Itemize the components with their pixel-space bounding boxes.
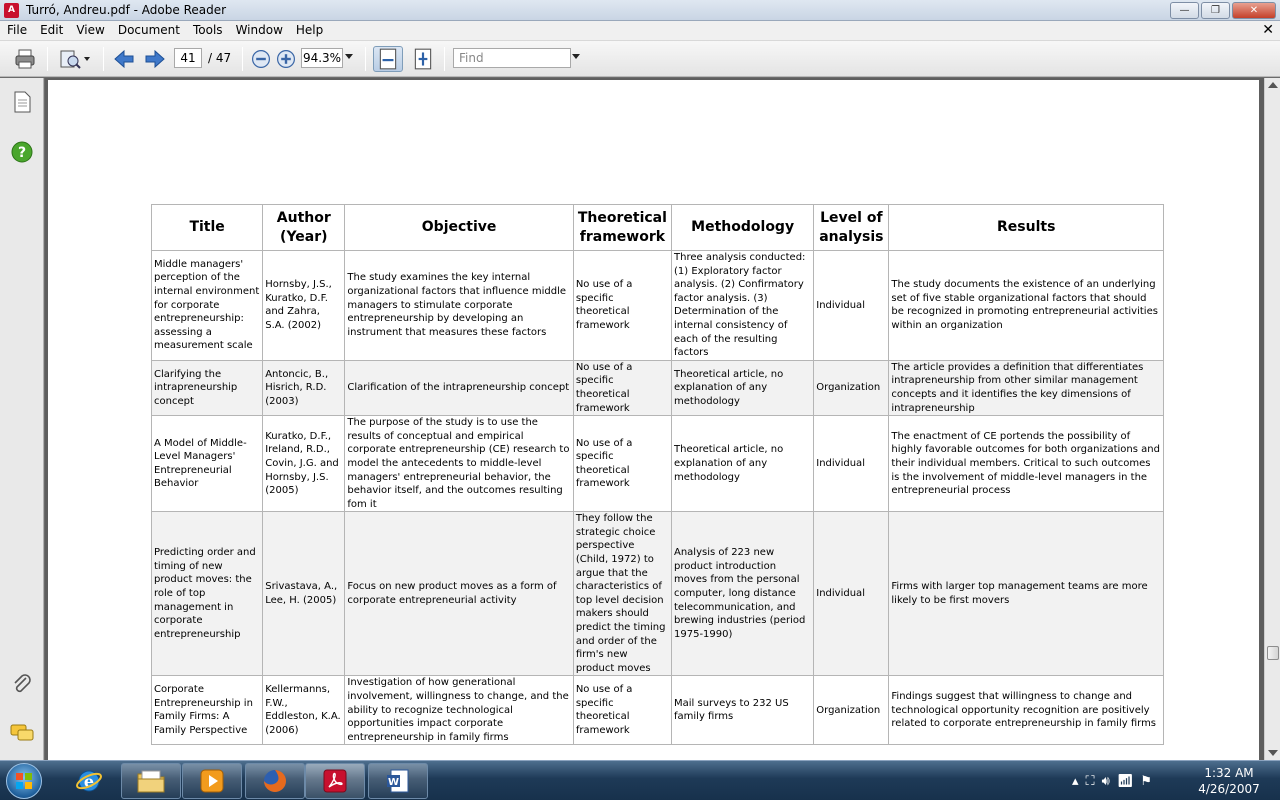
taskbar-word[interactable] bbox=[368, 763, 428, 799]
toolbar bbox=[0, 41, 1280, 77]
table-row bbox=[152, 360, 1164, 415]
cell-level: Organization bbox=[814, 676, 889, 745]
system-clock[interactable] bbox=[1196, 765, 1262, 797]
internet-explorer-launcher[interactable] bbox=[74, 765, 104, 797]
cell-level: Individual bbox=[814, 416, 889, 512]
menu-view[interactable]: View bbox=[76, 23, 105, 37]
svg-text:?: ? bbox=[17, 145, 27, 161]
cell-title: Predicting order and timing of new product moves: the role of top management in corporate entrepreneurship bbox=[152, 512, 263, 676]
cell-objective: The study examines the key internal organizational factors that influence middle managers to stimulate corporate entrepreneurship by developing an instrument that measures these factors bbox=[345, 251, 573, 361]
arrow-left-icon bbox=[112, 47, 136, 71]
help-panel-button[interactable] bbox=[10, 140, 34, 164]
close-button[interactable]: ✕ bbox=[1232, 2, 1276, 19]
volume-icon[interactable]: 🔊︎ bbox=[1101, 773, 1110, 789]
zoom-out-icon bbox=[249, 47, 273, 71]
paperclip-icon bbox=[11, 673, 33, 695]
word-document-icon bbox=[385, 768, 411, 794]
cell-objective: The purpose of the study is to use the results of conceptual and empirical corporate entrepreneurship (CE) research to model the antecedents to middle-level managers' entrepreneurial behavior, the behavior itself, and the outcomes resulting fom it bbox=[345, 416, 573, 512]
scrollbar-thumb[interactable] bbox=[1267, 646, 1279, 660]
menu-window[interactable]: Window bbox=[235, 23, 283, 37]
taskbar-adobe-reader[interactable] bbox=[305, 763, 365, 799]
menu-help[interactable]: Help bbox=[295, 23, 324, 37]
clock-time: 1:32 AM bbox=[1204, 766, 1254, 780]
fit-width-button[interactable] bbox=[373, 46, 403, 72]
cell-methodology: Mail surveys to 232 US family firms bbox=[672, 676, 814, 745]
total-pages-label: / 47 bbox=[208, 51, 232, 65]
next-page-button[interactable] bbox=[143, 46, 167, 72]
action-center-flag-icon[interactable]: ⚑ bbox=[1140, 773, 1153, 789]
window-title: Turró, Andreu.pdf - Adobe Reader bbox=[26, 3, 227, 17]
cell-results: The enactment of CE portends the possibility of highly favorable outcomes for both organizations and their individual members. Critical to such outcomes is the involvement of middle-level managers in the entrepreneurial process bbox=[889, 416, 1164, 512]
cell-author: Kuratko, D.F., Ireland, R.D., Covin, J.G. and Hornsby, J.S. (2005) bbox=[263, 416, 345, 512]
cell-objective: Clarification of the intrapreneurship concept bbox=[345, 360, 573, 415]
table-row bbox=[152, 676, 1164, 745]
cell-results: The study documents the existence of an underlying set of five stable organizational factors that should be recognized in promoting entrepreneurial activities within an organization bbox=[889, 251, 1164, 361]
cell-framework: No use of a specific theoretical framework bbox=[573, 676, 671, 745]
cell-framework: They follow the strategic choice perspective (Child, 1972) to argue that the characteristics of top level decision makers should predict the timing and order of the firm's new product moves bbox=[573, 512, 671, 676]
pages-icon bbox=[12, 91, 32, 113]
header-title: Title bbox=[152, 205, 263, 251]
table-header-row bbox=[152, 205, 1164, 251]
menu-document[interactable]: Document bbox=[117, 23, 180, 37]
clock-date: 4/26/2007 bbox=[1198, 782, 1260, 796]
zoom-out-button[interactable] bbox=[249, 46, 273, 72]
cell-level: Individual bbox=[814, 251, 889, 361]
cell-framework: No use of a specific theoretical framework bbox=[573, 360, 671, 415]
table-row bbox=[152, 512, 1164, 676]
previous-page-button[interactable] bbox=[112, 46, 136, 72]
cell-author: Antoncic, B., Hisrich, R.D. (2003) bbox=[263, 360, 345, 415]
cell-author: Hornsby, J.S., Kuratko, D.F. and Zahra, S.A. (2002) bbox=[263, 251, 345, 361]
cell-methodology: Analysis of 223 new product introduction moves from the personal computer, long distance telecommunication, and brewing industries (period 1975-1990) bbox=[672, 512, 814, 676]
cell-results: Findings suggest that willingness to change and technological opportunity recognition are positively related to corporate entrepreneurship in family firms bbox=[889, 676, 1164, 745]
cell-title: Clarifying the intrapreneurship concept bbox=[152, 360, 263, 415]
document-area[interactable] bbox=[45, 78, 1264, 760]
svg-text:W: W bbox=[387, 777, 400, 788]
print-button[interactable] bbox=[13, 46, 37, 72]
system-tray bbox=[1072, 761, 1152, 800]
find-dropdown-chevron-icon[interactable] bbox=[572, 54, 580, 59]
printer-icon bbox=[13, 47, 37, 71]
zoom-dropdown-chevron-icon[interactable] bbox=[345, 54, 353, 59]
pdf-page bbox=[48, 80, 1259, 760]
close-document-button[interactable]: ✕ bbox=[1262, 22, 1274, 38]
minimize-button[interactable]: — bbox=[1170, 2, 1199, 19]
media-player-icon bbox=[199, 768, 225, 794]
folder-icon bbox=[136, 768, 166, 794]
fit-page-button[interactable] bbox=[411, 46, 435, 72]
comments-panel-button[interactable] bbox=[10, 721, 34, 745]
safely-remove-hardware-icon[interactable]: ⛶ bbox=[1085, 773, 1095, 789]
scroll-down-arrow-icon[interactable] bbox=[1268, 750, 1278, 756]
zoom-level-input[interactable]: 94.3% bbox=[301, 48, 343, 68]
internet-explorer-icon bbox=[75, 767, 103, 795]
vertical-scrollbar[interactable] bbox=[1264, 78, 1280, 760]
taskbar-media-player[interactable] bbox=[182, 763, 242, 799]
search-tool-button[interactable] bbox=[58, 46, 90, 72]
arrow-right-icon bbox=[143, 47, 167, 71]
fit-width-icon bbox=[376, 47, 400, 71]
start-button[interactable] bbox=[6, 763, 42, 799]
cell-framework: No use of a specific theoretical framework bbox=[573, 416, 671, 512]
cell-methodology: Three analysis conducted: (1) Exploratory factor analysis. (2) Confirmatory factor analysis. (3) Determination of the internal consistency of each of the resulting factors bbox=[672, 251, 814, 361]
maximize-button[interactable]: ❐ bbox=[1201, 2, 1230, 19]
windows-logo-icon bbox=[15, 772, 33, 790]
cell-level: Individual bbox=[814, 512, 889, 676]
cell-author: Srivastava, A., Lee, H. (2005) bbox=[263, 512, 345, 676]
cell-objective: Investigation of how generational involvement, willingness to change, and the ability to recognize technological opportunities impact corporate entrepreneurship in family firms bbox=[345, 676, 573, 745]
table-row bbox=[152, 251, 1164, 361]
table-row bbox=[152, 416, 1164, 512]
svg-text:e: e bbox=[83, 772, 95, 791]
attachments-panel-button[interactable] bbox=[10, 672, 34, 696]
cell-objective: Focus on new product moves as a form of corporate entrepreneurial activity bbox=[345, 512, 573, 676]
cell-results: The article provides a definition that differentiates intrapreneurship from other similar management concepts and it identifies the key dimensions of intrapreneurship bbox=[889, 360, 1164, 415]
header-methodology: Methodology bbox=[672, 205, 814, 251]
header-results: Results bbox=[889, 205, 1164, 251]
menu-tools[interactable]: Tools bbox=[193, 23, 223, 37]
find-input[interactable]: Find bbox=[453, 48, 571, 68]
literature-table bbox=[151, 204, 1164, 745]
help-icon bbox=[11, 141, 33, 163]
header-author: Author (Year) bbox=[263, 205, 345, 251]
scroll-up-arrow-icon[interactable] bbox=[1268, 82, 1278, 88]
header-level: Level of analysis bbox=[814, 205, 889, 251]
fit-page-icon bbox=[411, 47, 435, 71]
header-objective: Objective bbox=[345, 205, 573, 251]
find-document-icon bbox=[58, 47, 82, 71]
comments-icon bbox=[10, 723, 34, 743]
taskbar bbox=[0, 760, 1280, 800]
cell-results: Firms with larger top management teams are more likely to be first movers bbox=[889, 512, 1164, 676]
chevron-down-icon bbox=[84, 57, 90, 61]
cell-framework: No use of a specific theoretical framework bbox=[573, 251, 671, 361]
adobe-reader-icon: A bbox=[4, 3, 19, 18]
cell-author: Kellermanns, F.W., Eddleston, K.A. (2006) bbox=[263, 676, 345, 745]
show-hidden-icons-chevron-icon[interactable]: ▴ bbox=[1072, 773, 1079, 789]
network-signal-icon[interactable]: 📶︎ bbox=[1116, 773, 1134, 789]
menu-file[interactable]: File bbox=[7, 23, 28, 37]
cell-methodology: Theoretical article, no explanation of any methodology bbox=[672, 360, 814, 415]
pages-panel-button[interactable] bbox=[10, 90, 34, 114]
title-bar bbox=[0, 0, 1280, 21]
zoom-in-button[interactable] bbox=[274, 46, 298, 72]
cell-title: Middle managers' perception of the internal environment for corporate entrepreneurship: assessing a measurement scale bbox=[152, 251, 263, 361]
adobe-reader-taskbar-icon bbox=[322, 768, 348, 794]
cell-title: A Model of Middle-Level Managers' Entrepreneurial Behavior bbox=[152, 416, 263, 512]
cell-methodology: Theoretical article, no explanation of any methodology bbox=[672, 416, 814, 512]
menu-edit[interactable]: Edit bbox=[40, 23, 64, 37]
menu-bar bbox=[0, 21, 1280, 41]
navigation-pane bbox=[0, 78, 44, 760]
firefox-icon bbox=[261, 767, 289, 795]
header-framework: Theoretical framework bbox=[573, 205, 671, 251]
cell-level: Organization bbox=[814, 360, 889, 415]
taskbar-explorer[interactable] bbox=[121, 763, 181, 799]
zoom-in-icon bbox=[274, 47, 298, 71]
current-page-input[interactable]: 41 bbox=[174, 48, 202, 68]
taskbar-firefox[interactable] bbox=[245, 763, 305, 799]
cell-title: Corporate Entrepreneurship in Family Firms: A Family Perspective bbox=[152, 676, 263, 745]
